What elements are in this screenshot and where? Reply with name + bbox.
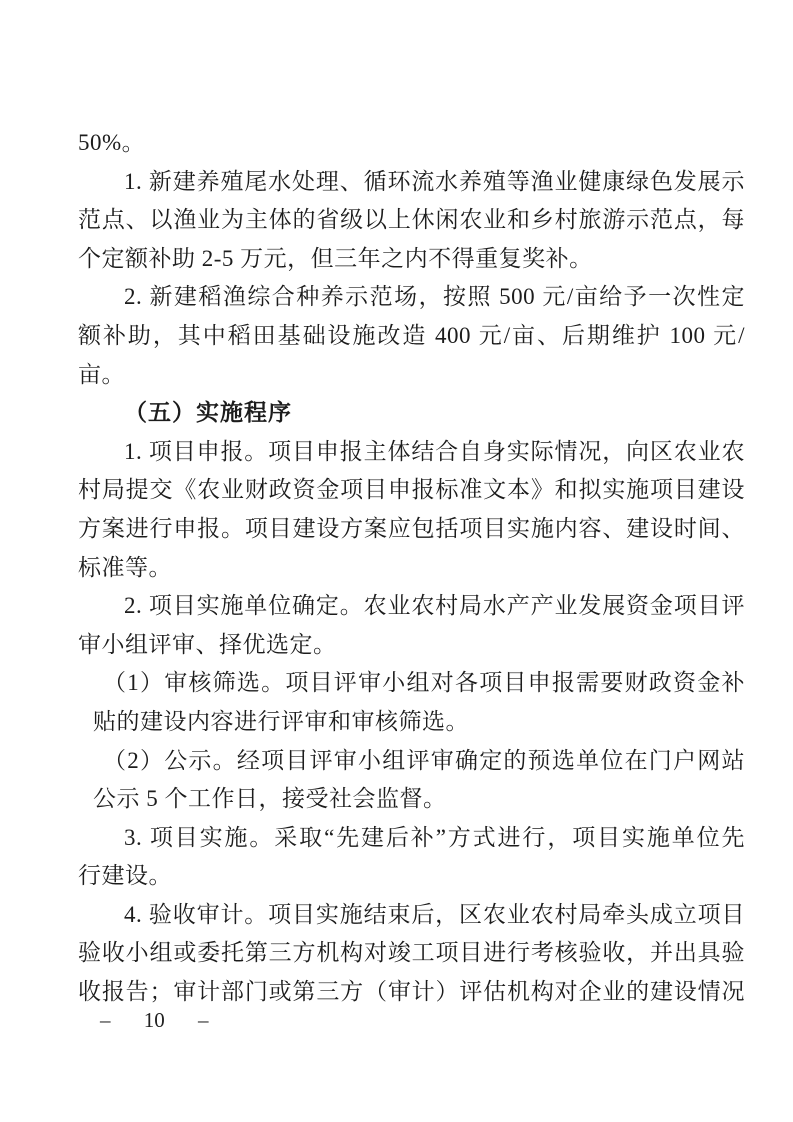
text-line: 审小组评审、择优选定。 [78,631,337,657]
section-heading: （五）实施程序 [124,400,292,426]
text-line: 标准等。 [78,554,172,580]
text-line: 验收小组或委托第三方机构对竣工项目进行考核验收，并出具验 [78,940,745,966]
document-body [78,124,745,1012]
text-line: 3. 项目实施。采取“先建后补”方式进行，项目实施单位先 [124,824,745,850]
text-line: 个定额补助 2-5 万元，但三年之内不得重复奖补。 [78,245,593,271]
text-line: 50%。 [78,130,146,155]
text-line: 4. 验收审计。项目实施结束后，区农业农村局牵头成立项目 [124,901,745,927]
text-line: 行建设。 [78,863,172,889]
text-line: 方案进行申报。项目建设方案应包括项目实施内容、建设时间、 [78,515,745,541]
text-line: 额补助，其中稻田基础设施改造 400 元/亩、后期维护 100 元/ [78,322,745,348]
text-line: 亩。 [78,361,125,387]
text-line: 范点、以渔业为主体的省级以上休闲农业和乡村旅游示范点，每 [78,207,745,233]
text-line: 1. 新建养殖尾水处理、循环流水养殖等渔业健康绿色发展示 [124,168,745,194]
text-line: 2. 项目实施单位确定。农业农村局水产产业发展资金项目评 [124,593,745,619]
text-line: 2. 新建稻渔综合种养示范场，按照 500 元/亩给予一次性定 [124,284,745,310]
page-number: – 10 – [100,1008,209,1032]
text-line: （1）审核筛选。项目评审小组对各项目申报需要财政资金补 [103,670,745,696]
text-line: 公示 5 个工作日，接受社会监督。 [93,786,447,812]
text-line: 村局提交《农业财政资金项目申报标准文本》和拟实施项目建设 [78,477,745,503]
text-line: 1. 项目申报。项目申报主体结合自身实际情况，向区农业农 [124,438,745,464]
text-line: （2）公示。经项目评审小组评审确定的预选单位在门户网站 [103,747,745,773]
text-line: 贴的建设内容进行评审和审核筛选。 [93,708,469,734]
text-line: 收报告；审计部门或第三方（审计）评估机构对企业的建设情况 [78,979,745,1005]
